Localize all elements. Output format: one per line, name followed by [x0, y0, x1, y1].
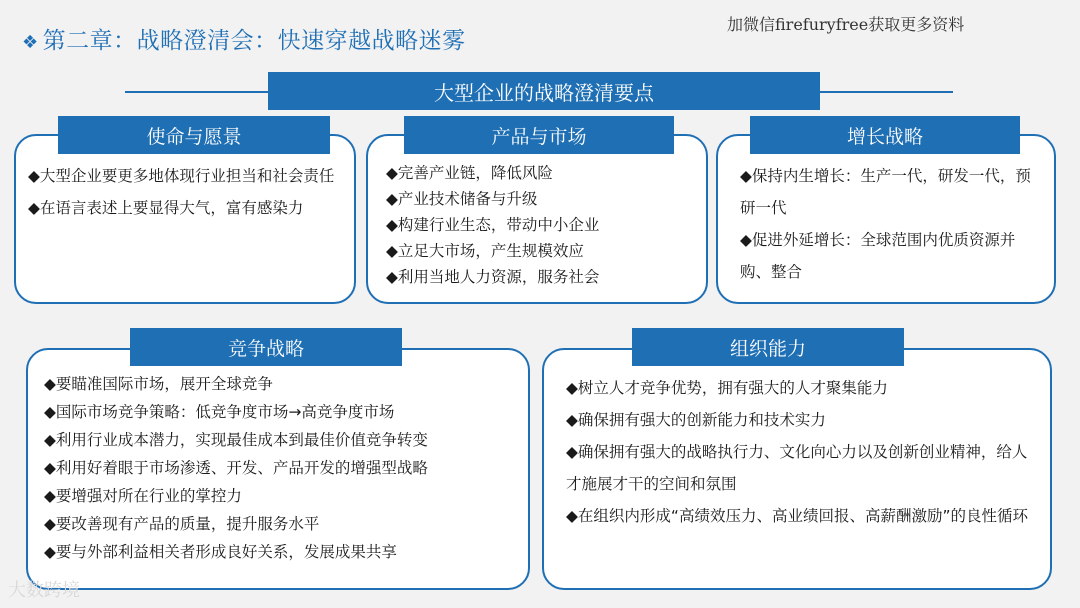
list-item: ◆产业技术储备与升级	[386, 190, 538, 208]
main-banner: 大型企业的战略澄清要点	[268, 72, 820, 110]
list-item: ◆要增强对所在行业的掌控力	[44, 487, 242, 505]
top-watermark: 加微信firefuryfree获取更多资料	[727, 15, 965, 34]
list-item: ◆在组织内形成“高绩效压力、高业绩回报、高薪酬激励”的良性循环	[566, 507, 1028, 525]
list-item: ◆促进外延增长：全球范围内优质资源并购、整合	[740, 231, 1016, 281]
competition-label: 竞争战略	[130, 328, 402, 366]
product-label: 产品与市场	[404, 116, 674, 154]
list-item: ◆要改善现有产品的质量，提升服务水平	[44, 515, 320, 533]
mission-list	[28, 160, 344, 224]
list-item: ◆构建行业生态，带动中小企业	[386, 216, 600, 234]
page-title-text: 第二章：战略澄清会：快速穿越战略迷雾	[42, 28, 466, 54]
product-list	[386, 160, 702, 290]
mission-label: 使命与愿景	[58, 116, 330, 154]
list-item: ◆要瞄准国际市场，展开全球竞争	[44, 375, 273, 393]
list-item: ◆保持内生增长：生产一代，研发一代，预研一代	[740, 167, 1031, 217]
growth-list	[740, 160, 1040, 288]
organization-label: 组织能力	[632, 328, 904, 366]
list-item: ◆确保拥有强大的创新能力和技术实力	[566, 411, 826, 429]
list-item: ◆利用行业成本潜力，实现最佳成本到最佳价值竞争转变	[44, 431, 428, 449]
growth-label: 增长战略	[750, 116, 1020, 154]
page-title	[22, 22, 466, 55]
list-item: ◆利用当地人力资源，服务社会	[386, 268, 600, 286]
list-item: ◆在语言表述上要显得大气，富有感染力	[28, 199, 304, 217]
list-item: ◆树立人才竞争优势，拥有强大的人才聚集能力	[566, 379, 888, 397]
diamond-bullet-icon: ❖	[22, 32, 39, 53]
competition-list	[44, 370, 524, 566]
list-item: ◆立足大市场，产生规模效应	[386, 242, 584, 260]
organization-list	[566, 372, 1036, 532]
list-item: ◆大型企业要更多地体现行业担当和社会责任	[28, 167, 335, 185]
bottom-watermark: 大数跨境	[8, 580, 80, 601]
list-item: ◆国际市场竞争策略：低竞争度市场→高竞争度市场	[44, 403, 395, 421]
list-item: ◆要与外部利益相关者形成良好关系，发展成果共享	[44, 543, 397, 561]
list-item: ◆确保拥有强大的战略执行力、文化向心力以及创新创业精神，给人才施展才干的空间和氛围	[566, 443, 1028, 493]
list-item: ◆完善产业链，降低风险	[386, 164, 553, 182]
list-item: ◆利用好着眼于市场渗透、开发、产品开发的增强型战略	[44, 459, 428, 477]
